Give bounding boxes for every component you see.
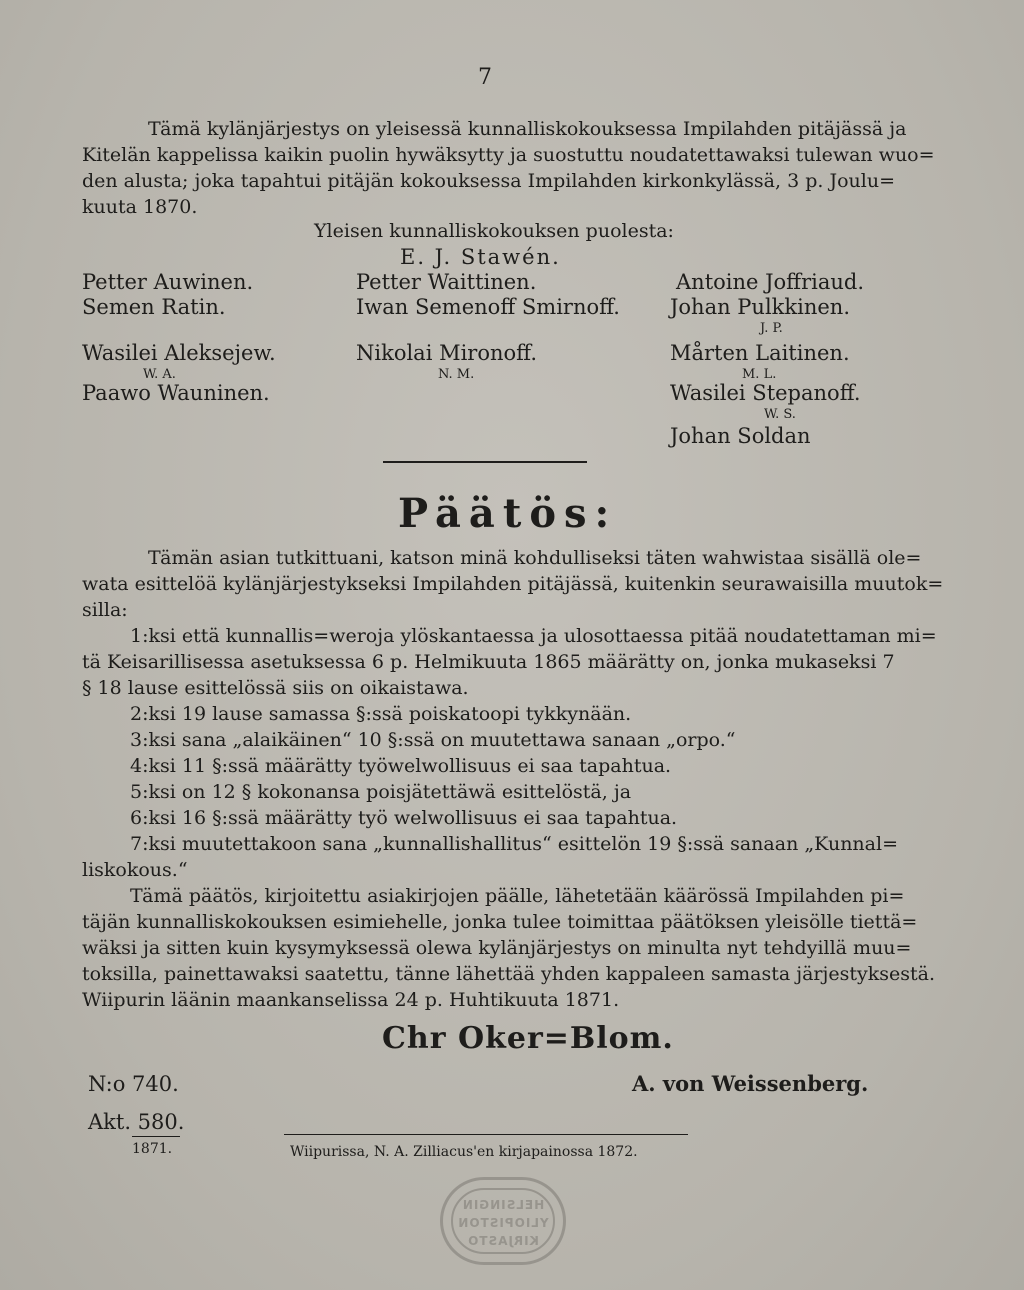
signatory-middle-initials: N. M.: [438, 367, 475, 382]
change-2: 2:ksi 19 lause samassa §:ssä poiskatoopi tykkynään.: [130, 703, 632, 725]
closing-line-4: toksilla, painettawaksi saatettu, tänne lähettää yhden kappaleen samasta järjestyksestä.: [82, 963, 936, 985]
decision-line-3: silla:: [82, 599, 128, 621]
governor-signature: Chr Oker=Blom.: [382, 1021, 674, 1056]
register-year: 1871.: [132, 1141, 173, 1157]
signatory-left-4: Paawo Wauninen.: [82, 381, 270, 405]
signatory-left-1: Petter Auwinen.: [82, 270, 254, 294]
page-number: 7: [478, 65, 492, 90]
change-7-line-1: 7:ksi muutettakoon sana „kunnallishallitus“ esittelön 19 §:ssä sanaan „Kunnal=: [130, 833, 898, 855]
signatory-middle-2: Iwan Semenoff Smirnoff.: [356, 295, 620, 319]
meeting-line: Yleisen kunnalliskokouksen puolesta:: [314, 220, 674, 242]
signatory-middle-3: Nikolai Mironoff.: [356, 341, 538, 365]
register-akt: Akt. 580.: [88, 1110, 185, 1134]
signatory-right-3: Mårten Laitinen.: [670, 341, 850, 365]
signatory-right-1: Antoine Joffriaud.: [676, 270, 865, 294]
change-1-line-1: 1:ksi että kunnallis=weroja ylöskantaessa ja ulosottaessa pitää noudatettaman mi=: [130, 625, 937, 647]
signatory-right-initials-2: M. L.: [742, 367, 777, 382]
change-4: 4:ksi 11 §:ssä määrätty työwelwollisuus ei saa tapahtua.: [130, 755, 672, 777]
secretary-signature: A. von Weissenberg.: [632, 1071, 869, 1096]
change-1-line-2: tä Keisarillisessa asetuksessa 6 p. Helmikuuta 1865 määrätty on, jonka mukaseksi 7: [82, 651, 895, 673]
change-7-line-2: liskokous.“: [82, 859, 188, 881]
signatory-right-initials-1: J. P.: [760, 321, 783, 336]
decision-line-2: wata esittelöä kylänjärjestykseksi Impilahden pitäjässä, kuitenkin seurawaisilla muutok=: [82, 573, 944, 595]
chair-name: E. J. Stawén.: [400, 245, 561, 269]
register-number: N:o 740.: [88, 1072, 179, 1096]
section-divider: [383, 461, 587, 463]
stamp-line-3: KIRJASTO: [467, 1234, 539, 1248]
closing-line-5: Wiipurin läänin maankanselissa 24 p. Huhtikuuta 1871.: [82, 989, 620, 1011]
change-5: 5:ksi on 12 § kokonansa poisjätettäwä esittelöstä, ja: [130, 781, 632, 803]
printer-rule: [284, 1134, 688, 1135]
closing-line-2: täjän kunnalliskokouksen esimiehelle, jonka tulee toimittaa päätöksen yleisölle tiettä=: [82, 911, 918, 933]
signatory-left-3: Wasilei Aleksejew.: [82, 341, 276, 365]
signatory-right-4: Wasilei Stepanoff.: [670, 381, 861, 405]
signatory-left-2: Semen Ratin.: [82, 295, 226, 319]
signatory-right-initials-3: W. S.: [764, 407, 796, 422]
change-3: 3:ksi sana „alaikäinen“ 10 §:ssä on muutettawa sanaan „orpo.“: [130, 729, 736, 751]
signatory-right-2: Johan Pulkkinen.: [670, 295, 850, 319]
signatory-right-5: Johan Soldan: [670, 424, 811, 448]
year-underline: [132, 1136, 180, 1137]
decision-heading: Päätös:: [398, 490, 618, 537]
change-1-line-3: § 18 lause esittelössä siis on oikaistawa.: [82, 677, 469, 699]
printer-line: Wiipurissa, N. A. Zilliacus'en kirjapainossa 1872.: [290, 1144, 638, 1160]
change-6: 6:ksi 16 §:ssä määrätty työ welwollisuus ei saa tapahtua.: [130, 807, 678, 829]
stamp-line-2: YLIOPISTON: [457, 1216, 549, 1230]
stamp-line-1: HELSINGIN: [461, 1198, 545, 1212]
intro-line-4: kuuta 1870.: [82, 196, 198, 218]
intro-line-3: den alusta; joka tapahtui pitäjän kokouksessa Impilahden kirkonkylässä, 3 p. Joulu=: [82, 170, 895, 192]
intro-line-1: Tämä kylänjärjestys on yleisessä kunnalliskokouksessa Impilahden pitäjässä ja: [148, 118, 907, 140]
decision-line-1: Tämän asian tutkittuani, katson minä kohdulliseksi täten wahwistaa sisällä ole=: [148, 547, 922, 569]
signatory-middle-1: Petter Waittinen.: [356, 270, 537, 294]
intro-line-2: Kitelän kappelissa kaikin puolin hywäksytty ja suostuttu noudatettawaksi tulewan wuo=: [82, 144, 935, 166]
signatory-left-initials: W. A.: [143, 367, 176, 382]
closing-line-3: wäksi ja sitten kuin kysymyksessä olewa kylänjärjestys on minulta nyt tehdyillä muu=: [82, 937, 912, 959]
library-stamp: [440, 1177, 566, 1265]
closing-line-1: Tämä päätös, kirjoitettu asiakirjojen päälle, lähetetään käärössä Impilahden pi=: [130, 885, 905, 907]
